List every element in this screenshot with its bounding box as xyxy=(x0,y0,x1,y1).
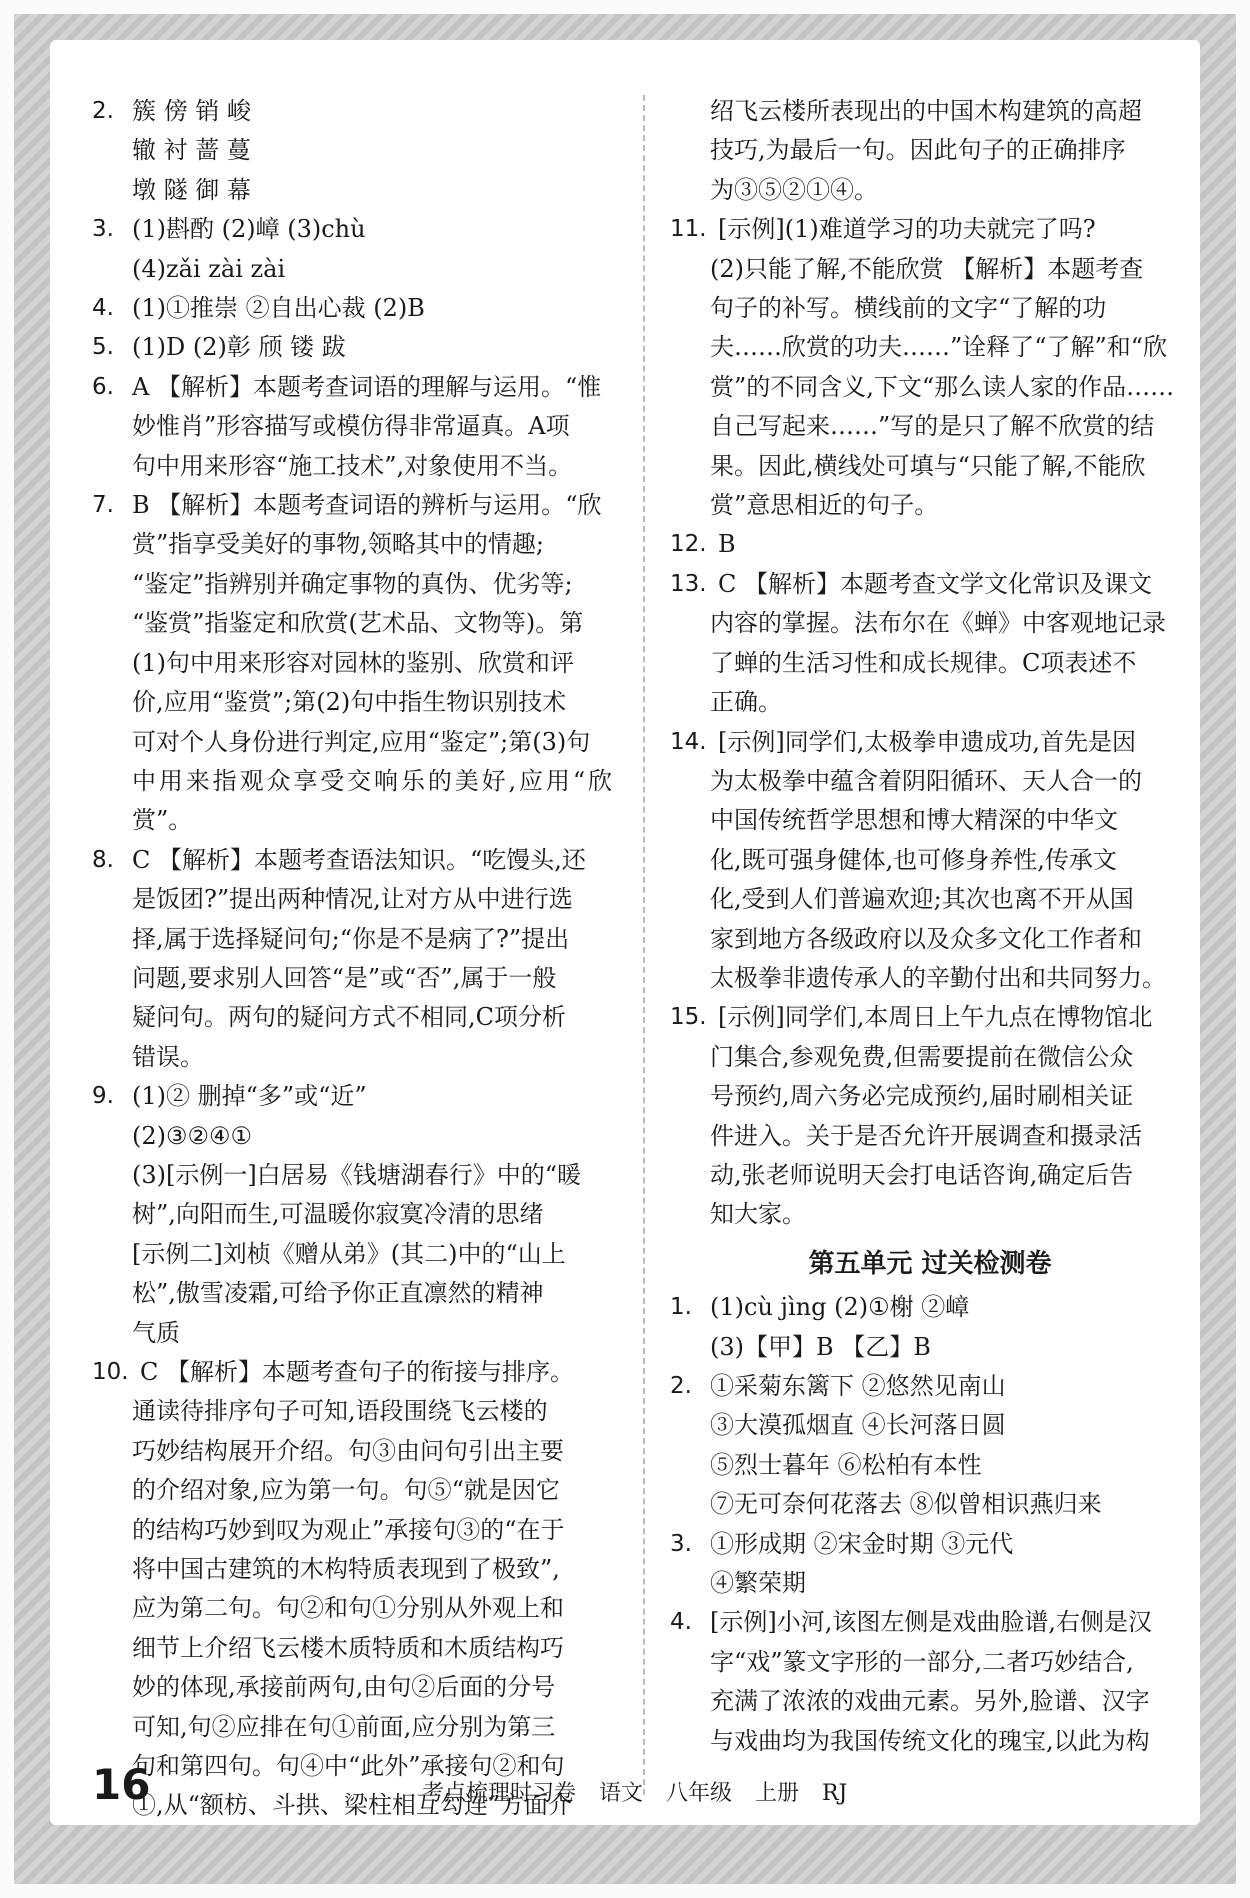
answer-text: (1)句中用来形容对园林的鉴别、欣赏和评 xyxy=(132,648,574,677)
answer-line xyxy=(92,250,612,289)
question-number xyxy=(92,644,132,683)
question-number: 9. xyxy=(92,1083,114,1110)
answer-line xyxy=(670,1038,1190,1077)
answer-line xyxy=(670,486,1190,525)
answer-line xyxy=(92,1314,612,1353)
answer-line xyxy=(670,1525,1190,1564)
answer-text: 的结构巧妙到叹为观止”承接句③的“在于 xyxy=(132,1515,565,1544)
question-number: 6. xyxy=(92,373,114,400)
answer-text: ①形成期 ②宋金时期 ③元代 xyxy=(710,1529,1014,1558)
answer-text: C 【解析】本题考查语法知识。“吃馒头,还 xyxy=(132,845,586,874)
answer-line xyxy=(670,250,1190,289)
answer-text: 松”,傲雪凌霜,可给予你正直凛然的精神 xyxy=(132,1279,544,1308)
question-number: 4. xyxy=(92,295,114,322)
answer-text: [示例]小河,该图左侧是戏曲脸谱,右侧是汉 xyxy=(710,1608,1152,1637)
answer-text: [示例]同学们,太极拳申遗成功,首先是因 xyxy=(718,727,1136,756)
answer-line xyxy=(92,171,612,210)
question-number: 14. xyxy=(670,728,707,755)
question-number xyxy=(670,1117,710,1156)
answer-text: 赏”的不同含义,下文“那么读人家的作品…… xyxy=(710,372,1175,401)
answer-line xyxy=(670,565,1190,604)
answer-text: 墩 隧 御 幕 xyxy=(132,175,251,204)
left-column xyxy=(92,92,612,1826)
answer-line xyxy=(670,1328,1190,1367)
answer-line xyxy=(92,447,612,486)
answer-line xyxy=(92,762,612,841)
answer-line xyxy=(92,998,612,1037)
question-number xyxy=(670,801,710,840)
footer xyxy=(92,1760,1172,1810)
answer-text: 动,张老师说明天会打电话咨询,确定后告 xyxy=(710,1160,1134,1189)
answer-text: A 【解析】本题考查词语的理解与运用。“惟 xyxy=(132,372,602,401)
answer-text: 的介绍对象,应为第一句。句⑤“就是因它 xyxy=(132,1476,560,1505)
answer-line xyxy=(670,1446,1190,1485)
answer-text: 错误。 xyxy=(132,1042,204,1071)
answer-line xyxy=(670,998,1190,1037)
answer-line xyxy=(670,920,1190,959)
answer-text: ①,从“额枋、斗拱、梁柱相互勾连”方面介 xyxy=(132,1791,573,1820)
answer-line xyxy=(92,289,612,328)
answer-line xyxy=(92,210,612,249)
answer-line xyxy=(670,328,1190,367)
question-number xyxy=(670,880,710,919)
answer-line xyxy=(92,683,612,722)
answer-text: (4)zǎi zài zài xyxy=(132,254,286,283)
answer-line xyxy=(92,959,612,998)
question-number xyxy=(670,1156,710,1195)
answer-line xyxy=(92,1708,612,1747)
answer-line xyxy=(92,565,612,604)
answer-text: 树”,向阳而生,可温暖你寂寞冷清的思绪 xyxy=(132,1200,544,1229)
answer-text: ⑦无可奈何花落去 ⑧似曾相识燕归来 xyxy=(710,1490,1102,1519)
answer-text: (1)cù jìng (2)①榭 ②嶂 xyxy=(710,1293,970,1322)
question-number xyxy=(670,1406,710,1445)
question-number xyxy=(670,368,710,407)
answer-line xyxy=(92,1629,612,1668)
answer-line xyxy=(92,644,612,683)
answer-line xyxy=(92,92,612,131)
question-number xyxy=(670,1564,710,1603)
question-number xyxy=(92,447,132,486)
question-number xyxy=(92,1392,132,1431)
answer-line xyxy=(670,841,1190,880)
question-number xyxy=(92,1511,132,1550)
answer-line xyxy=(92,1117,612,1156)
question-number xyxy=(670,328,710,367)
answer-line xyxy=(92,880,612,919)
answer-line xyxy=(92,407,612,446)
question-number xyxy=(670,683,710,722)
answer-line xyxy=(670,131,1190,170)
answer-text: 夫……欣赏的功夫……”诠释了“了解”和“欣 xyxy=(710,333,1168,362)
answer-line xyxy=(670,368,1190,407)
answer-text: 绍飞云楼所表现出的中国木构建筑的高超 xyxy=(710,97,1142,125)
question-number xyxy=(92,1235,132,1274)
question-number xyxy=(92,723,132,762)
question-number xyxy=(670,1195,710,1234)
question-number xyxy=(92,683,132,722)
answer-text: 果。因此,横线处可填与“只能了解,不能欣 xyxy=(710,451,1146,480)
answer-text: 知大家。 xyxy=(710,1200,806,1229)
answer-line xyxy=(670,1077,1190,1116)
page-number: 16 xyxy=(92,1760,151,1809)
question-number xyxy=(92,1038,132,1077)
answer-line xyxy=(670,683,1190,722)
answer-line xyxy=(670,1722,1190,1761)
question-number: 3. xyxy=(670,1530,692,1557)
answer-line xyxy=(92,1511,612,1550)
answer-text: ④繁荣期 xyxy=(710,1569,806,1598)
answer-text: 技巧,为最后一句。因此句子的正确排序 xyxy=(710,136,1126,165)
answer-text: 句子的补写。横线前的文字“了解的功 xyxy=(710,294,1107,323)
answer-line xyxy=(92,1156,612,1195)
answer-line xyxy=(670,762,1190,801)
answer-line xyxy=(92,1432,612,1471)
answer-text: 件进入。关于是否允许开展调查和摄录活 xyxy=(710,1121,1142,1150)
question-number: 8. xyxy=(92,846,114,873)
answer-line xyxy=(92,131,612,170)
answer-line xyxy=(670,92,1190,131)
answer-line xyxy=(92,920,612,959)
answer-line xyxy=(92,841,612,880)
answer-text: (1)② 删掉“多”或“近” xyxy=(132,1082,367,1111)
question-number xyxy=(92,998,132,1037)
answer-line xyxy=(92,1668,612,1707)
section-heading: 第五单元 过关检测卷 xyxy=(808,1248,1052,1279)
answer-text: ①采菊东篱下 ②悠然见南山 xyxy=(710,1372,1006,1400)
question-number xyxy=(670,289,710,328)
answer-text: 为③⑤②①④。 xyxy=(710,175,878,204)
answer-line xyxy=(92,1274,612,1313)
question-number xyxy=(92,1314,132,1353)
answer-line xyxy=(92,1471,612,1510)
answer-text: 价,应用“鉴赏”;第(2)句中指生物识别技术 xyxy=(132,688,567,717)
footer-title: 考点梳理时习卷 语文 八年级 上册 RJ xyxy=(422,1781,848,1806)
answer-text: 可知,句②应排在句①前面,应分别为第三 xyxy=(132,1712,556,1741)
answer-text: 家到地方各级政府以及众多文化工作者和 xyxy=(710,924,1142,953)
answer-text: 问题,要求别人回答“是”或“否”,属于一般 xyxy=(132,963,557,992)
answer-text: [示例](1)难道学习的功夫就完了吗? xyxy=(718,215,1096,244)
answer-line xyxy=(670,1682,1190,1721)
answer-line xyxy=(670,525,1190,564)
question-number: 3. xyxy=(92,216,114,243)
question-number xyxy=(92,250,132,289)
answer-line xyxy=(670,1564,1190,1603)
question-number xyxy=(670,1328,710,1367)
answer-text: 是饭团?”提出两种情况,让对方从中进行选 xyxy=(132,885,573,914)
answer-text: 中用来指观众享受交响乐的美好,应用“欣赏”。 xyxy=(132,766,612,835)
answer-line xyxy=(92,368,612,407)
question-number xyxy=(92,171,132,210)
question-number: 10. xyxy=(92,1359,129,1385)
question-number xyxy=(92,131,132,170)
answer-line xyxy=(670,1367,1190,1406)
answer-line xyxy=(670,644,1190,683)
answer-line xyxy=(92,1038,612,1077)
answer-line xyxy=(670,1406,1190,1445)
answer-line xyxy=(670,959,1190,998)
question-number xyxy=(92,604,132,643)
answer-text: 句中用来形容“施工技术”,对象使用不当。 xyxy=(132,451,573,480)
question-number xyxy=(92,1117,132,1156)
answer-text: 自己写起来……”写的是只了解不欣赏的结 xyxy=(710,412,1155,441)
question-number: 15. xyxy=(670,1004,707,1031)
answer-text: 内容的掌握。法布尔在《蝉》中客观地记录 xyxy=(710,609,1166,638)
answer-text: “鉴赏”指鉴定和欣赏(艺术品、文物等)。第 xyxy=(132,609,584,638)
answer-text: 正确。 xyxy=(710,688,782,717)
answer-line xyxy=(670,1643,1190,1682)
question-number xyxy=(92,1195,132,1234)
question-number: 11. xyxy=(670,216,707,243)
answer-text: 细节上介绍飞云楼木质特质和木质结构巧 xyxy=(132,1633,564,1662)
question-number xyxy=(670,250,710,289)
question-number xyxy=(92,525,132,564)
answer-line xyxy=(670,1603,1190,1642)
answer-text: B xyxy=(718,530,736,559)
question-number xyxy=(92,1432,132,1471)
question-number xyxy=(670,92,710,131)
question-number: 2. xyxy=(92,98,114,124)
question-number xyxy=(670,762,710,801)
question-number xyxy=(92,565,132,604)
question-number: 4. xyxy=(670,1609,692,1636)
question-number xyxy=(670,841,710,880)
answer-line xyxy=(670,407,1190,446)
answer-line xyxy=(670,289,1190,328)
question-number xyxy=(670,486,710,525)
answer-text: (2)只能了解,不能欣赏 【解析】本题考查 xyxy=(710,254,1144,283)
column-divider xyxy=(643,95,645,1795)
question-number xyxy=(92,762,132,841)
question-number: 5. xyxy=(92,334,114,361)
answer-text: (1)①推崇 ②自出心裁 (2)B xyxy=(132,294,425,323)
answer-text: 气质 xyxy=(132,1318,180,1347)
answer-line xyxy=(670,1117,1190,1156)
answer-text: 应为第二句。句②和句①分别从外观上和 xyxy=(132,1594,564,1623)
question-number xyxy=(92,1274,132,1313)
answer-text: 号预约,周六务必完成预约,届时刷相关证 xyxy=(710,1082,1134,1111)
question-number xyxy=(92,1668,132,1707)
question-number xyxy=(670,604,710,643)
answer-text: 化,受到人们普遍欢迎;其次也离不开从国 xyxy=(710,885,1134,914)
answer-line xyxy=(670,880,1190,919)
answer-text: (3)[示例一]白居易《钱塘湖春行》中的“暖 xyxy=(132,1160,581,1189)
answer-line xyxy=(670,1156,1190,1195)
answer-line xyxy=(92,723,612,762)
answer-line xyxy=(92,1392,612,1431)
question-number xyxy=(92,920,132,959)
answer-text: 中国传统哲学思想和博大精深的中华文 xyxy=(710,806,1118,835)
question-number xyxy=(92,1589,132,1628)
answer-line xyxy=(92,328,612,367)
answer-text: 赏”意思相近的句子。 xyxy=(710,491,939,520)
answer-text: B 【解析】本题考查词语的辨析与运用。“欣 xyxy=(132,491,602,520)
answer-text: 巧妙结构展开介绍。句③由问句引出主要 xyxy=(132,1436,564,1465)
answer-text: 通读待排序句子可知,语段围绕飞云楼的 xyxy=(132,1397,548,1426)
answer-text: 句和第四句。句④中“此外”承接句②和句 xyxy=(132,1752,565,1781)
question-number xyxy=(670,447,710,486)
answer-line xyxy=(92,604,612,643)
question-number xyxy=(92,1708,132,1747)
right-column xyxy=(670,92,1190,1761)
answer-line xyxy=(670,1485,1190,1524)
answer-line xyxy=(670,723,1190,762)
answer-text: 字“戏”篆文字形的一部分,二者巧妙结合, xyxy=(710,1647,1134,1676)
answer-text: 为太极拳中蕴含着阴阳循环、天人合一的 xyxy=(710,766,1142,795)
answer-text: 择,属于选择疑问句;“你是不是病了?”提出 xyxy=(132,924,570,953)
answer-line xyxy=(670,1195,1190,1234)
answer-text: 充满了浓浓的戏曲元素。另外,脸谱、汉字 xyxy=(710,1687,1150,1716)
answer-text: ⑤烈士暮年 ⑥松柏有本性 xyxy=(710,1450,982,1479)
answer-text: 门集合,参观免费,但需要提前在微信公众 xyxy=(710,1042,1134,1071)
answer-line xyxy=(670,210,1190,249)
answer-text: [示例]同学们,本周日上午九点在博物馆北 xyxy=(718,1003,1153,1032)
answer-line xyxy=(670,447,1190,486)
question-number: 1. xyxy=(670,1294,692,1321)
question-number xyxy=(670,920,710,959)
answer-text: C 【解析】本题考查句子的衔接与排序。 xyxy=(140,1358,574,1386)
question-number xyxy=(92,1471,132,1510)
answer-line xyxy=(670,801,1190,840)
question-number xyxy=(670,407,710,446)
answer-line xyxy=(92,525,612,564)
answer-text: “鉴定”指辨别并确定事物的真伪、优劣等; xyxy=(132,569,573,598)
answer-text: 簇 傍 销 峻 xyxy=(132,97,251,125)
answer-text: 赏”指享受美好的事物,领略其中的情趣; xyxy=(132,530,544,559)
question-number xyxy=(670,171,710,210)
answer-text: 与戏曲均为我国传统文化的瑰宝,以此为构 xyxy=(710,1726,1150,1755)
answer-text: 可对个人身份进行判定,应用“鉴定”;第(3)句 xyxy=(132,727,591,756)
answer-line xyxy=(92,1550,612,1589)
answer-line xyxy=(670,604,1190,643)
question-number xyxy=(670,131,710,170)
answer-text: [示例二]刘桢《赠从弟》(其二)中的“山上 xyxy=(132,1239,566,1268)
question-number: 7. xyxy=(92,492,114,519)
answer-text: (1)斟酌 (2)嶂 (3)chù xyxy=(132,215,366,244)
question-number xyxy=(670,1038,710,1077)
question-number: 13. xyxy=(670,570,707,597)
answer-line xyxy=(670,1288,1190,1327)
answer-text: (2)③②④① xyxy=(132,1121,253,1150)
question-number xyxy=(670,1446,710,1485)
question-number xyxy=(670,959,710,998)
answer-text: 太极拳非遗传承人的辛勤付出和共同努力。 xyxy=(710,963,1166,992)
question-number: 12. xyxy=(670,531,707,558)
question-number xyxy=(670,644,710,683)
answer-text: ③大漠孤烟直 ④长河落日圆 xyxy=(710,1411,1006,1440)
answer-text: 了蝉的生活习性和成长规律。C项表述不 xyxy=(710,648,1137,677)
question-number xyxy=(670,1077,710,1116)
answer-line xyxy=(92,1077,612,1116)
answer-text: (3)【甲】B 【乙】B xyxy=(710,1332,931,1361)
answer-text: 化,既可强身健体,也可修身养性,传承文 xyxy=(710,845,1117,874)
answer-text: 将中国古建筑的木构特质表现到了极致”, xyxy=(132,1555,560,1584)
question-number xyxy=(92,1550,132,1589)
answer-text: 疑问句。两句的疑问方式不相同,C项分析 xyxy=(132,1003,566,1032)
question-number xyxy=(670,1485,710,1524)
answer-line xyxy=(92,1589,612,1628)
answer-line xyxy=(92,486,612,525)
answer-text: 妙的体现,承接前两句,由句②后面的分号 xyxy=(132,1673,556,1702)
question-number xyxy=(670,1643,710,1682)
question-number: 2. xyxy=(670,1373,692,1399)
question-number xyxy=(92,1156,132,1195)
question-number xyxy=(92,407,132,446)
answer-text: C 【解析】本题考查文学文化常识及课文 xyxy=(718,569,1152,598)
answer-line xyxy=(92,1353,612,1392)
answer-line xyxy=(92,1195,612,1234)
answer-line xyxy=(92,1235,612,1274)
question-number xyxy=(92,1629,132,1668)
answer-text: 辙 衬 蔷 蔓 xyxy=(132,136,251,165)
question-number xyxy=(92,959,132,998)
question-number xyxy=(670,1682,710,1721)
answer-line xyxy=(670,171,1190,210)
question-number xyxy=(92,880,132,919)
question-number xyxy=(670,1722,710,1761)
answer-text: (1)D (2)彰 颀 镂 跋 xyxy=(132,333,346,362)
answer-text: 妙惟肖”形容描写或模仿得非常逼真。A项 xyxy=(132,412,570,441)
